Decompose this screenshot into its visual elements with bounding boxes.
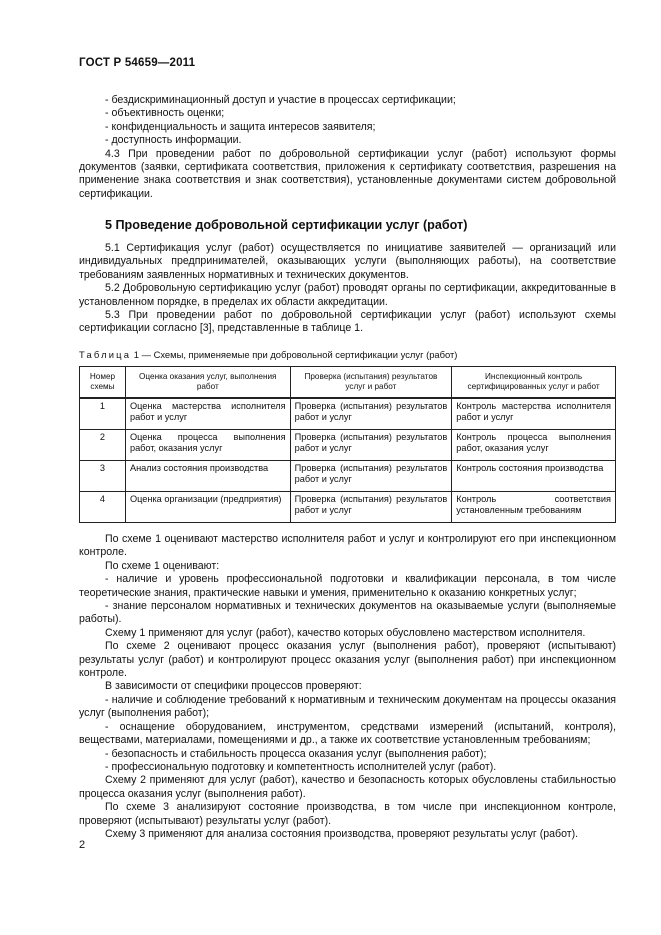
- paragraph: Схему 1 применяют для услуг (работ), качество которых обусловлено мастерством исполнителя.: [105, 626, 586, 639]
- table-cell: Оценка организации (предприятия): [125, 492, 290, 523]
- table-caption: [79, 349, 457, 360]
- table-cell: 4: [80, 492, 126, 523]
- table-cell: Проверка (испытания) результатов работ и услуг: [290, 461, 452, 492]
- table-cell: Анализ состояния производства: [125, 461, 290, 492]
- paragraph: Схему 3 применяют для анализа состояния производства, проверяют результаты услуг (работ).: [105, 827, 579, 840]
- column-header: Оценка оказания услуг, выполнения работ: [125, 367, 290, 399]
- section-5-body: [79, 242, 616, 336]
- table-cell: Проверка (испытания) результатов работ и услуг: [290, 430, 452, 461]
- requirements-list: [79, 94, 616, 201]
- table-cell: Контроль соответствия установленным требованиям: [452, 492, 616, 523]
- paragraph-5-2: 5.2 Добровольную сертификацию услуг (работ) проводят органы по сертификации, аккредитованные в установленном порядке, в пределах их области аккредитации.: [79, 282, 616, 308]
- paragraph: В зависимости от специфики процессов проверяют:: [105, 680, 362, 693]
- list-item: - оснащение оборудованием, инструментом, средствами измерений (испытаний, контроля), веществами, материалами, помещениями и др., а также их соответствие установленным требованиям;: [79, 720, 616, 747]
- list-item: - доступность информации.: [105, 134, 242, 147]
- list-item: - безопасность и стабильность процесса оказания услуг (выполнения работ);: [105, 747, 487, 760]
- list-item: - объективность оценки;: [105, 107, 225, 120]
- table-cell: Контроль процесса выполнения работ, оказания услуг: [452, 430, 616, 461]
- table-row: [80, 461, 616, 492]
- table-header-row: [80, 367, 616, 399]
- table-cell: Проверка (испытания) результатов работ и услуг: [290, 492, 452, 523]
- list-item: - бездискриминационный доступ и участие в процессах сертификации;: [105, 94, 456, 106]
- list-item: - знание персоналом нормативных и технических документов на оказываемые услуги (выполняемые работы).: [79, 600, 616, 626]
- column-header: Инспекционный контроль сертифицированных услуг и работ: [452, 367, 616, 399]
- list-item: - профессиональную подготовку и компетентность исполнителей услуг (работ).: [105, 760, 497, 773]
- table-cell: Проверка (испытания) результатов работ и услуг: [290, 398, 452, 430]
- column-header: Номер схемы: [80, 367, 126, 399]
- paragraph: По схеме 1 оценивают мастерство исполнителя работ и услуг и контролируют его при инспекционном контроле.: [79, 533, 616, 559]
- table-caption-text: 1 — Схемы, применяемые при добровольной сертификации услуг (работ): [133, 349, 458, 360]
- paragraph: По схеме 3 анализируют состояние производства, в том числе при инспекционном контроле, проверяют (испытывают) результаты услуг (работ).: [79, 801, 616, 827]
- table-cell: Контроль мастерства исполнителя работ и услуг: [452, 398, 616, 430]
- schemes-description: [79, 533, 616, 841]
- list-item: - конфиденциальность и защита интересов заявителя;: [105, 120, 376, 133]
- table-cell: 2: [80, 430, 126, 461]
- table-cell: 1: [80, 398, 126, 430]
- table-cell: 3: [80, 461, 126, 492]
- table-cell: Контроль состояния производства: [452, 461, 616, 492]
- column-header: Проверка (испытания) результатов услуг и работ: [290, 367, 452, 399]
- table-row: [80, 492, 616, 523]
- paragraph-5-3: 5.3 При проведении работ по добровольной сертификации услуг (работ) используют схемы сертификации согласно [3], представленные в таблице 1.: [79, 309, 616, 335]
- paragraph: Схему 2 применяют для услуг (работ), качество и безопасность которых обусловлены стабильностью процесса оказания услуг (выполнения работ).: [79, 774, 616, 800]
- table-row: [80, 430, 616, 461]
- paragraph-4-3: 4.3 При проведении работ по добровольной сертификации услуг (работ) используют формы документов (заявки, сертификата соответствия, приложения к сертификату соответствия, разрешения на применение знака соответствия и знак соответствия), установленные документами систем добровольной сертификации.: [79, 147, 616, 200]
- section-5-heading: 5 Проведение добровольной сертификации услуг (работ): [105, 218, 468, 232]
- schemes-table: [79, 366, 616, 523]
- paragraph-5-1: 5.1 Сертификация услуг (работ) осуществляется по инициативе заявителей — организаций или индивидуальных предпринимателей, оказывающих услуги (выполняющих работы), на соответствие требованиям заявленных нормативных и технических документов.: [79, 242, 616, 281]
- page-number: 2: [79, 839, 86, 851]
- table-row: [80, 398, 616, 430]
- table-caption-label: Таблица: [79, 349, 132, 360]
- document-header: ГОСТ Р 54659—2011: [79, 57, 196, 69]
- list-item: - наличие и уровень профессиональной подготовки и квалификации персонала, в том числе теоретические знания, практические навыки и умения, применительно к оказанию конкретных услуг;: [79, 573, 616, 599]
- paragraph: По схеме 1 оценивают:: [105, 559, 220, 572]
- paragraph: По схеме 2 оценивают процесс оказания услуг (выполнения работ), проверяют (испытывают) результаты услуг (работ) и контролируют процесс оказания услуг (выполнения работ) при инспекционном контроле.: [79, 640, 616, 680]
- table-cell: Оценка процесса выполнения работ, оказания услуг: [125, 430, 290, 461]
- list-item: - наличие и соблюдение требований к нормативным и техническим документам на процессы оказания услуг (выполнения работ);: [79, 693, 616, 720]
- table-cell: Оценка мастерства исполнителя работ и услуг: [125, 398, 290, 430]
